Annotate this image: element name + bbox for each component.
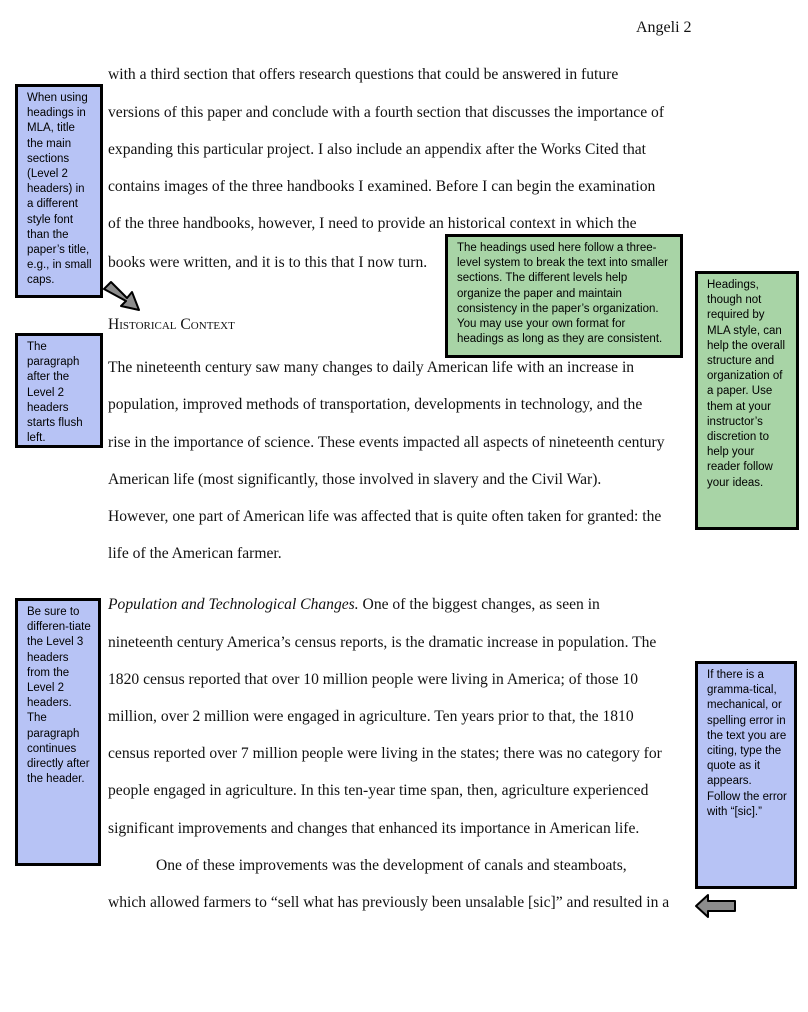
level2-heading: Historical Context	[108, 316, 235, 333]
section1-line-4: American life (most significantly, those involved in slavery and the Civil War).	[108, 471, 602, 488]
section2-line-5: census reported over 7 million people were living in the states; there was no category for	[108, 745, 662, 762]
section1-line-6: life of the American farmer.	[108, 545, 282, 562]
intro-line-6: books were written, and it is to this that I now turn.	[108, 254, 428, 271]
section2-line-4: million, over 2 million were engaged in agriculture. Ten years prior to that, the 1810	[108, 708, 634, 725]
note-headings-optional: Headings, though not required by MLA style, can help the overall structure and organization of a paper. Use them at your instructor’s discretion to help your reader follow your ideas.	[695, 271, 799, 530]
running-head: Angeli 2	[636, 19, 692, 36]
intro-line-3: expanding this particular project. I also include an appendix after the Works Cited that	[108, 141, 647, 158]
intro-line-1: with a third section that offers research questions that could be answered in future	[108, 66, 619, 83]
note-mla-headings: When using headings in MLA, title the main sections (Level 2 headers) in a different style font than the paper’s title, e.g., in small caps.	[15, 84, 103, 298]
section2-line-1-rest: One of the biggest changes, as seen in	[358, 596, 600, 613]
section3-line-1: One of these improvements was the development of canals and steamboats,	[156, 857, 627, 874]
arrow-down-right-icon	[100, 279, 146, 315]
section3-line-2: which allowed farmers to “sell what has previously been unsalable [sic]” and resulted in a	[108, 894, 670, 911]
note-sic: If there is a gramma-tical, mechanical, or spelling error in the text you are citing, type the quote as it appears. Follow the error with “[sic].”	[695, 661, 797, 889]
arrow-left-icon	[694, 893, 738, 919]
note-flush-left: The paragraph after the Level 2 headers starts flush left.	[15, 333, 103, 448]
section2-line-2: nineteenth century America’s census reports, is the dramatic increase in population. The	[108, 634, 657, 651]
section1-line-1: The nineteenth century saw many changes to daily American life with an increase in	[108, 359, 635, 376]
section2-line-1	[108, 596, 600, 614]
section2-line-3: 1820 census reported that over 10 million people were living in America; of those 10	[108, 671, 639, 688]
section1-line-2: population, improved methods of transportation, developments in technology, and the	[108, 396, 643, 413]
note-level3: Be sure to differen-tiate the Level 3 headers from the Level 2 headers. The paragraph continues directly after the header.	[15, 598, 101, 866]
section2-line-7: significant improvements and changes that enhanced its importance in American life.	[108, 820, 640, 837]
intro-line-5: of the three handbooks, however, I need to provide an historical context in which the	[108, 215, 637, 232]
section1-line-5: However, one part of American life was affected that is quite often taken for granted: the	[108, 508, 662, 525]
section2-line-6: people engaged in agriculture. In this ten-year time span, then, agriculture experienced	[108, 782, 649, 799]
level3-heading: Population and Technological Changes.	[108, 596, 359, 613]
intro-line-4: contains images of the three handbooks I examined. Before I can begin the examination	[108, 178, 656, 195]
section1-line-3: rise in the importance of science. These events impacted all aspects of nineteenth century	[108, 434, 665, 451]
intro-line-2: versions of this paper and conclude with a fourth section that discusses the importance of	[108, 104, 665, 121]
note-heading-levels: The headings used here follow a three-level system to break the text into smaller sections. The different levels help organize the paper and maintain consistency in the paper’s organization. You may use your own format for headings as long as they are consistent.	[445, 234, 683, 358]
